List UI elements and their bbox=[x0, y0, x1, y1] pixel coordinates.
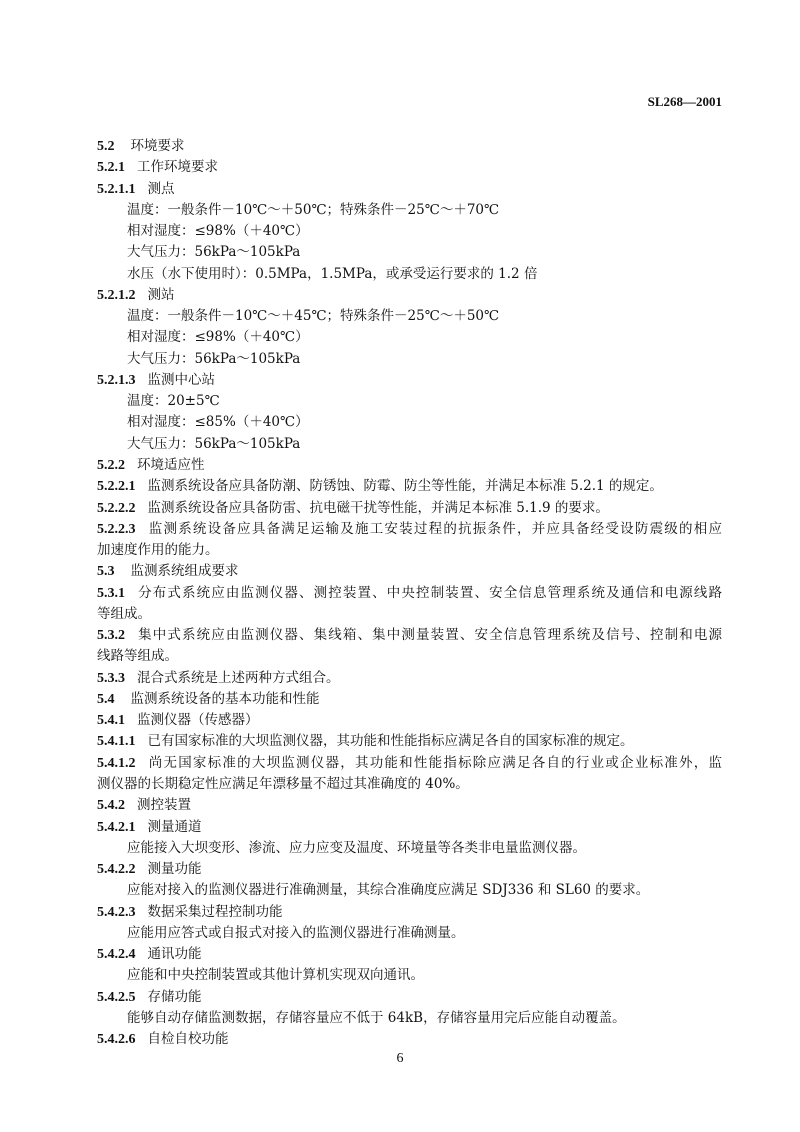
line-text: 测点 bbox=[147, 180, 175, 197]
text-line bbox=[97, 838, 722, 859]
line-text: 自检自校功能 bbox=[147, 1031, 229, 1048]
line-text: 应能用应答式或自报式对接入的监测仪器进行准确测量。 bbox=[127, 924, 465, 941]
section-number: 5.4.1 bbox=[97, 713, 125, 729]
section-line bbox=[97, 625, 722, 646]
line-text: 监测中心站 bbox=[147, 371, 215, 388]
line-text: 应能接入大坝变形、渗流、应力应变及温度、环境量等各类非电量监测仪器。 bbox=[127, 839, 586, 856]
section-number: 5.4 bbox=[97, 691, 115, 707]
section-line bbox=[97, 455, 722, 476]
line-text: 温度：20±5℃ bbox=[127, 393, 220, 410]
section-line bbox=[97, 859, 722, 880]
standard-code-header: SL268—2001 bbox=[647, 94, 722, 109]
line-text: 等组成。 bbox=[97, 605, 151, 622]
text-line bbox=[97, 306, 722, 327]
line-text: 测控装置 bbox=[137, 797, 191, 814]
section-line bbox=[97, 157, 722, 178]
section-number: 5.4.1.1 bbox=[97, 734, 136, 750]
section-number: 5.3.2 bbox=[97, 628, 125, 644]
section-number: 5.2.1.2 bbox=[97, 287, 136, 303]
section-line bbox=[97, 285, 722, 306]
section-line bbox=[97, 987, 722, 1008]
line-text: 监测仪器（传感器） bbox=[137, 712, 259, 729]
section-number: 5.3.3 bbox=[97, 670, 125, 686]
text-line bbox=[97, 221, 722, 242]
section-line bbox=[97, 753, 722, 774]
section-line bbox=[97, 583, 722, 604]
section-number: 5.4.2.4 bbox=[97, 947, 136, 963]
text-line bbox=[97, 540, 722, 561]
text-line bbox=[97, 412, 722, 433]
section-number: 5.4.2.2 bbox=[97, 862, 136, 878]
section-number: 5.2 bbox=[97, 139, 115, 154]
page-number: 6 bbox=[396, 1051, 404, 1066]
section-number: 5.2.1.3 bbox=[97, 372, 136, 388]
text-line bbox=[97, 965, 722, 986]
line-text: 温度：一般条件－10℃～＋50℃；特殊条件－25℃～＋70℃ bbox=[127, 201, 500, 218]
document-body bbox=[97, 136, 722, 1050]
section-number: 5.2.2.2 bbox=[97, 500, 136, 516]
section-line bbox=[97, 498, 722, 519]
section-number: 5.4.2.3 bbox=[97, 904, 136, 920]
text-line bbox=[97, 774, 722, 795]
text-line bbox=[97, 923, 722, 944]
section-line bbox=[97, 689, 722, 710]
section-line bbox=[97, 1029, 722, 1050]
section-number: 5.2.1 bbox=[97, 160, 125, 176]
line-text: 能够自动存储监测数据，存储容量应不低于 64kB，存储容量用完后应能自动覆盖。 bbox=[127, 1009, 626, 1026]
text-line bbox=[97, 391, 722, 412]
line-text: 应能和中央控制装置或其他计算机实现双向通讯。 bbox=[127, 967, 424, 984]
line-text: 线路等组成。 bbox=[97, 648, 178, 665]
text-line bbox=[97, 434, 722, 455]
section-line bbox=[97, 370, 722, 391]
line-text: 大气压力：56kPa～105kPa bbox=[127, 435, 301, 452]
line-text: 已有国家标准的大坝监测仪器，其功能和性能指标应满足各自的国家标准的规定。 bbox=[147, 733, 634, 750]
section-number: 5.4.1.2 bbox=[97, 755, 136, 771]
text-line bbox=[97, 1008, 722, 1029]
text-line bbox=[97, 242, 722, 263]
section-number: 5.2.2.3 bbox=[97, 521, 136, 537]
line-text: 监测系统设备的基本功能和性能 bbox=[130, 690, 320, 707]
line-text: 温度：一般条件－10℃～＋45℃；特殊条件－25℃～＋50℃ bbox=[127, 308, 500, 325]
line-text: 测仪器的长期稳定性应满足年漂移量不超过其准确度的 40%。 bbox=[97, 775, 469, 792]
text-line bbox=[97, 327, 722, 348]
line-text: 加速度作用的能力。 bbox=[97, 542, 219, 559]
text-line bbox=[97, 200, 722, 221]
section-number: 5.4.2.1 bbox=[97, 819, 136, 835]
line-text: 相对湿度：≤98%（＋40℃） bbox=[127, 223, 309, 240]
section-line bbox=[97, 795, 722, 816]
section-number: 5.2.1.1 bbox=[97, 181, 136, 197]
line-text: 相对湿度：≤85%（＋40℃） bbox=[127, 414, 309, 431]
line-text: 监测系统设备应具备满足运输及施工安装过程的抗振条件，并应具备经受设防震级的相应 bbox=[147, 520, 722, 537]
line-text: 测站 bbox=[147, 286, 175, 303]
section-number: 5.4.2 bbox=[97, 798, 125, 814]
line-text: 集中式系统应由监测仪器、集线箱、集中测量装置、安全信息管理系统及信号、控制和电源 bbox=[137, 627, 722, 644]
line-text: 混合式系统是上述两种方式组合。 bbox=[137, 669, 340, 686]
section-number: 5.3 bbox=[97, 564, 115, 580]
line-text: 通讯功能 bbox=[147, 946, 202, 963]
line-text: 尚无国家标准的大坝监测仪器，其功能和性能指标除应满足各自的行业或企业标准外，监 bbox=[147, 754, 722, 771]
section-number: 5.2.2 bbox=[97, 457, 125, 473]
section-line bbox=[97, 179, 722, 200]
section-number: 5.2.2.1 bbox=[97, 479, 136, 495]
line-text: 测量通道 bbox=[147, 818, 202, 835]
section-number: 5.4.2.6 bbox=[97, 1032, 136, 1048]
line-text: 监测系统设备应具备防雷、抗电磁干扰等性能，并满足本标准 5.1.9 的要求。 bbox=[147, 499, 609, 516]
line-text: 大气压力：56kPa～105kPa bbox=[127, 244, 301, 261]
section-number: 5.3.1 bbox=[97, 585, 125, 601]
line-text: 相对湿度：≤98%（＋40℃） bbox=[127, 329, 309, 346]
line-text: 应能对接入的监测仪器进行准确测量，其综合准确度应满足 SDJ336 和 SL60 的要求。 bbox=[127, 882, 650, 899]
section-line bbox=[97, 944, 722, 965]
section-line bbox=[97, 519, 722, 540]
section-line bbox=[97, 561, 722, 582]
section-line bbox=[97, 902, 722, 923]
section-line bbox=[97, 136, 722, 157]
section-line bbox=[97, 476, 722, 497]
section-line bbox=[97, 817, 722, 838]
line-text: 环境要求 bbox=[130, 138, 185, 154]
text-line bbox=[97, 646, 722, 667]
line-text: 存储功能 bbox=[147, 988, 202, 1005]
text-line bbox=[97, 264, 722, 285]
text-line bbox=[97, 880, 722, 901]
text-line bbox=[97, 349, 722, 370]
line-text: 水压（水下使用时）：0.5MPa，1.5MPa，或承受运行要求的 1.2 倍 bbox=[127, 265, 538, 282]
text-line bbox=[97, 604, 722, 625]
line-text: 环境适应性 bbox=[137, 456, 205, 473]
line-text: 监测系统组成要求 bbox=[130, 563, 239, 580]
line-text: 测量功能 bbox=[147, 861, 202, 878]
section-line bbox=[97, 668, 722, 689]
line-text: 监测系统设备应具备防潮、防锈蚀、防霉、防尘等性能，并满足本标准 5.2.1 的规定。 bbox=[147, 478, 663, 495]
line-text: 数据采集过程控制功能 bbox=[147, 903, 283, 920]
line-text: 大气压力：56kPa～105kPa bbox=[127, 350, 301, 367]
line-text: 分布式系统应由监测仪器、测控装置、中央控制装置、安全信息管理系统及通信和电源线路 bbox=[137, 584, 722, 601]
section-line bbox=[97, 710, 722, 731]
line-text: 工作环境要求 bbox=[137, 159, 218, 176]
section-number: 5.4.2.5 bbox=[97, 989, 136, 1005]
section-line bbox=[97, 731, 722, 752]
